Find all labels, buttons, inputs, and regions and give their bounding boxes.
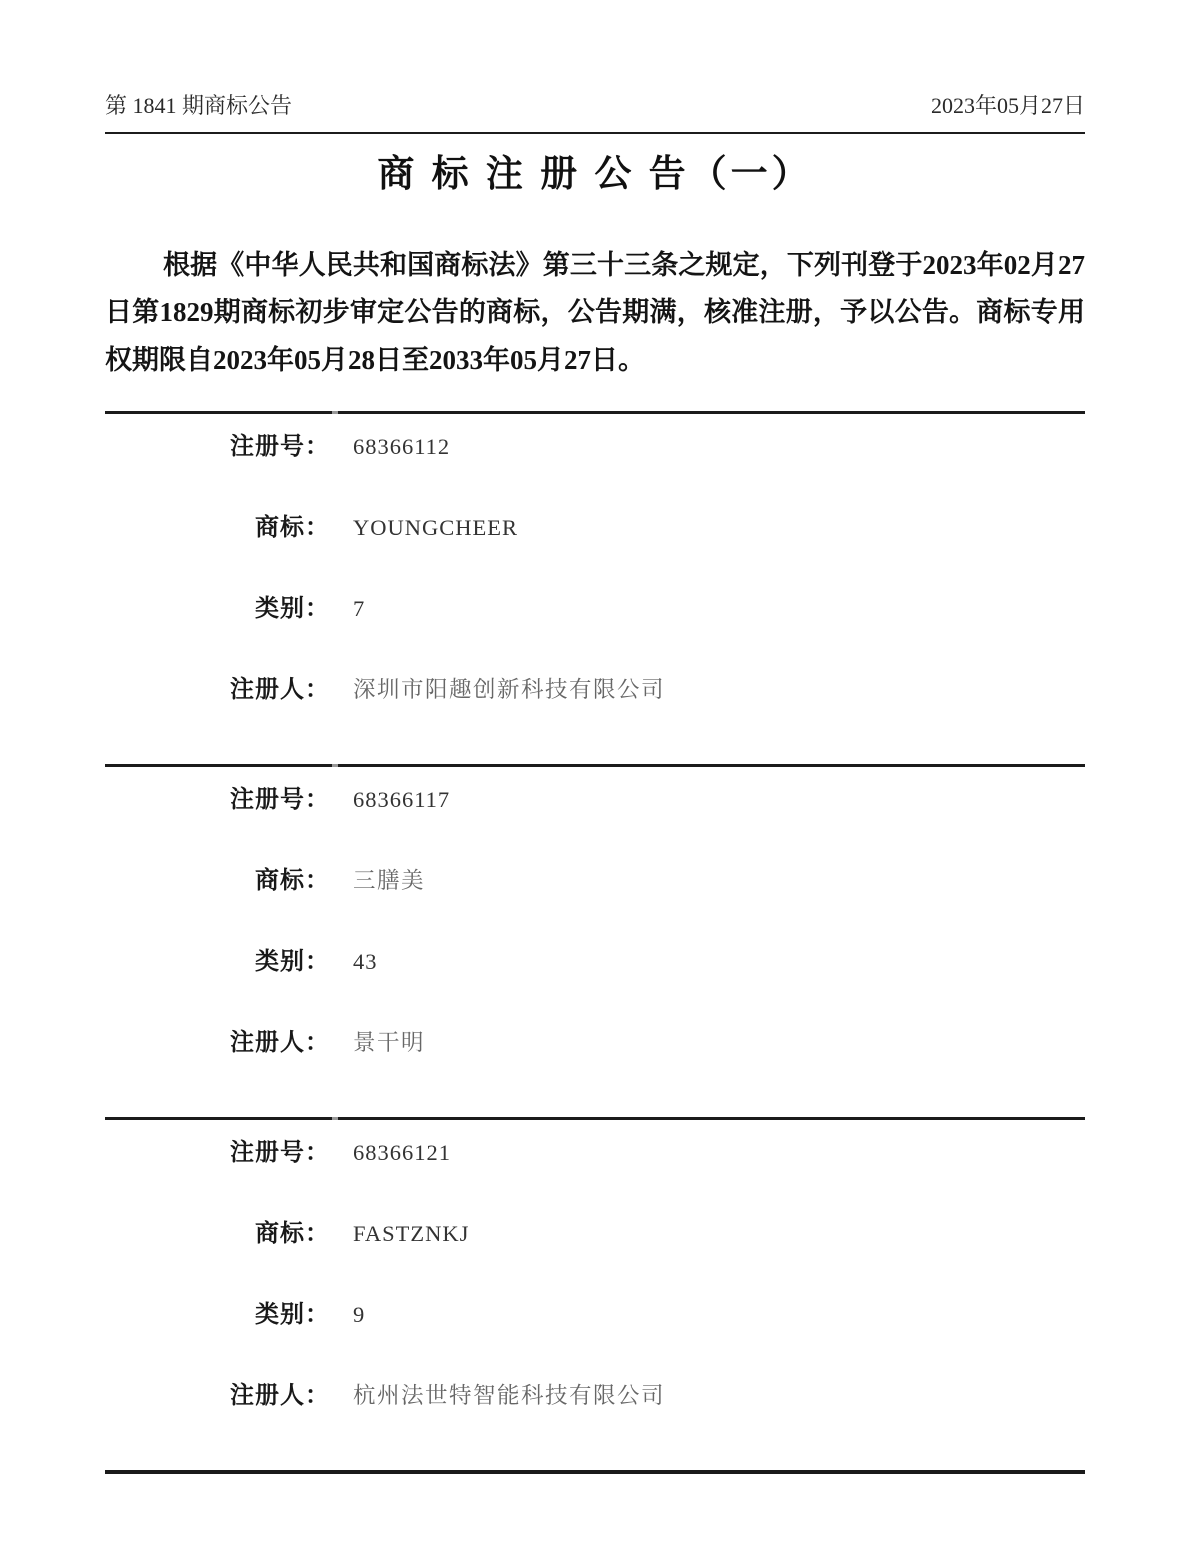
field-label-registrant: 注册人： xyxy=(230,1383,330,1410)
trademark-entry-2 xyxy=(105,764,1085,1117)
field-value-category: 43 xyxy=(353,949,378,975)
page-title: 商 标 注 册 公 告（一） xyxy=(377,154,813,195)
field-value-registrant: 深圳市阳趣创新科技有限公司 xyxy=(353,677,666,703)
intro-paragraph: 根据《中华人民共和国商标法》第三十三条之规定，下列刊登于2023年02月27日第1829期商标初步审定公告的商标，公告期满，核准注册，予以公告。商标专用权期限自2023年05月28日至2033年05月27日。 xyxy=(105,249,1085,375)
field-label-reg-no: 注册号： xyxy=(230,787,330,814)
entry-row-reg-no xyxy=(105,1136,1085,1170)
field-label-trademark: 商标： xyxy=(255,515,330,542)
field-value-category: 9 xyxy=(353,1302,366,1328)
field-value-registrant: 杭州法世特智能科技有限公司 xyxy=(353,1383,666,1409)
field-label-category: 类别： xyxy=(255,596,330,623)
field-label-trademark: 商标： xyxy=(255,868,330,895)
entry-row-category xyxy=(105,1298,1085,1332)
field-value-reg-no: 68366121 xyxy=(353,1140,451,1166)
trademark-entry-1 xyxy=(105,411,1085,764)
entry-row-reg-no xyxy=(105,430,1085,464)
entry-row-registrant xyxy=(105,1026,1085,1060)
field-label-registrant: 注册人： xyxy=(230,1030,330,1057)
entry-row-trademark xyxy=(105,1217,1085,1251)
field-value-registrant: 景干明 xyxy=(353,1030,426,1056)
trademark-entries xyxy=(105,411,1085,1470)
field-label-category: 类别： xyxy=(255,949,330,976)
field-label-reg-no: 注册号： xyxy=(230,434,330,461)
field-value-category: 7 xyxy=(353,596,366,622)
entry-row-trademark xyxy=(105,864,1085,898)
issue-date: 2023年05月27日 xyxy=(930,93,1085,118)
footer-rule xyxy=(105,1470,1085,1474)
field-label-trademark: 商标： xyxy=(255,1221,330,1248)
trademark-entry-3 xyxy=(105,1117,1085,1470)
entry-row-category xyxy=(105,945,1085,979)
field-value-trademark: FASTZNKJ xyxy=(353,1221,470,1247)
header-rule xyxy=(105,132,1085,134)
entry-row-registrant xyxy=(105,1379,1085,1413)
entry-row-category xyxy=(105,592,1085,626)
entry-row-reg-no xyxy=(105,783,1085,817)
field-value-reg-no: 68366117 xyxy=(353,787,451,813)
field-label-registrant: 注册人： xyxy=(230,677,330,704)
entry-row-registrant xyxy=(105,673,1085,707)
entry-row-trademark xyxy=(105,511,1085,545)
masthead xyxy=(105,0,1085,120)
field-label-reg-no: 注册号： xyxy=(230,1140,330,1167)
field-value-reg-no: 68366112 xyxy=(353,434,451,460)
issue-label: 第 1841 期商标公告 xyxy=(105,93,293,118)
field-value-trademark: YOUNGCHEER xyxy=(353,515,518,541)
field-label-category: 类别： xyxy=(255,1302,330,1329)
field-value-trademark: 三膳美 xyxy=(353,868,426,894)
